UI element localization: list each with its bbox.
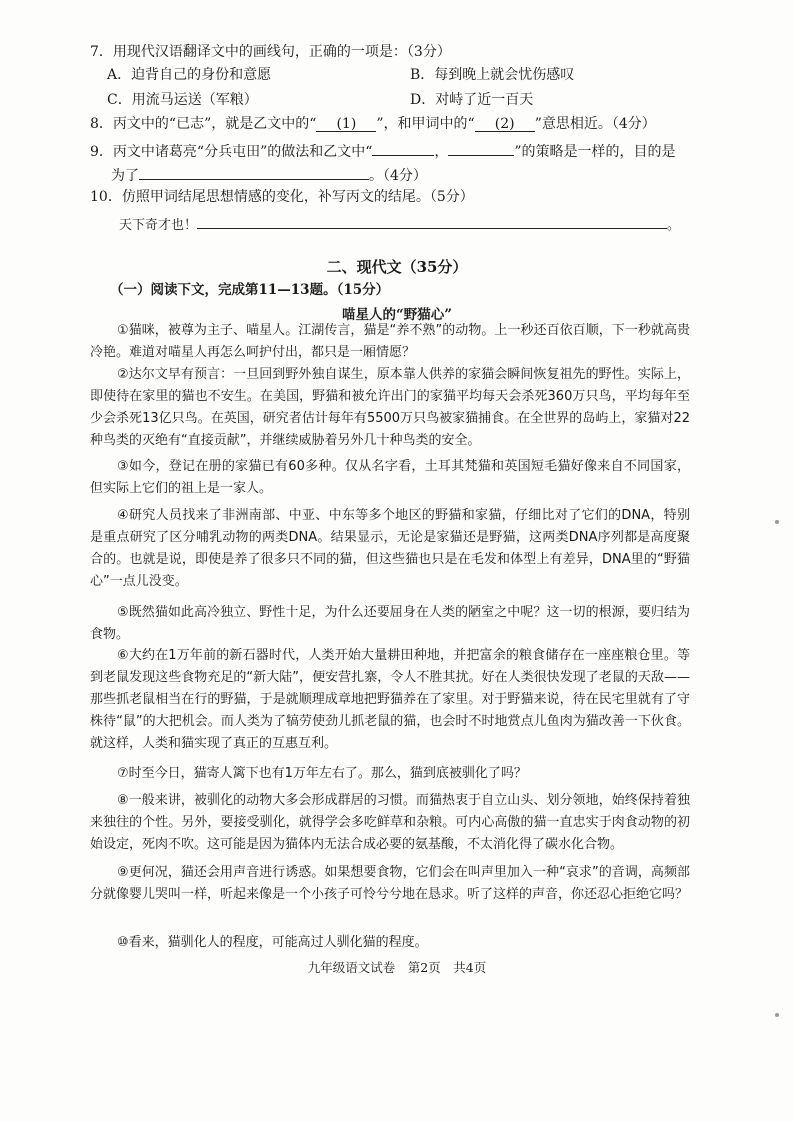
subsection-title: （一）阅读下文，完成第11—13题。（15分） [110, 282, 390, 298]
question-9-line2 [111, 162, 427, 186]
article-title: 喵星人的“野猫心” [341, 307, 453, 323]
answer-blank-1[interactable]: (1) [316, 114, 376, 132]
question-9-pre: 9．丙文中诸葛亮“分兵屯田”的做法和乙文中“ [90, 144, 373, 160]
answer-blank-9b[interactable] [448, 138, 514, 156]
question-10-end: 。 [667, 218, 681, 233]
paragraph-8: ⑧一般来讲，被驯化的动物大多会形成群居的习惯。而猫热衷于自立山头、划分领地，始终保持着独来独往的个性。另外，要接受驯化，就得学会多吃鲜草和杂粮。可内心高傲的猫一直忠实于肉食动物的初始设定，死肉不吹。这可能是因为猫体内无法合成必要的氨基酸，不太消化得了碳水化合物。 [90, 793, 690, 852]
answer-blank-9c[interactable] [139, 162, 369, 180]
page-footer: 九年级语文试卷 第2页 共4页 [307, 960, 487, 975]
question-9-line2-pre: 为了 [111, 168, 139, 184]
paragraph-7: ⑦时至今日，猫寄人篱下也有1万年左右了。那么，猫到底被驯化了吗？ [117, 766, 527, 781]
question-7-option-b: B．每到晚上就会忧伤感叹 [410, 67, 575, 83]
question-8-pre: 8．丙文中的“已志”，就是乙文中的“ [90, 116, 317, 132]
question-10-answer-line [119, 211, 680, 236]
paragraph-3: ③如今，登记在册的家猫已有60多种。仅从名字看，土耳其梵猫和英国短毛猫好像来自不同国家，但实际上它们的祖上是一家人。 [90, 459, 690, 496]
paragraph-2: ②达尔文早有预言：一旦回到野外独自谋生，原本靠人供养的家猫会瞬间恢复祖先的野性。实际上，即使待在家里的猫也不安生。在美国，野猫和被允许出门的家猫平均每天会杀死360万只鸟，平均每年至少会杀死13亿只鸟。在英国，研究者估计每年有5500万只鸟被家猫捕食。在全世界的岛屿上，家猫对22种鸟类的灭绝有“直接贡献”，并继续威胁着另外几十种鸟类的安全。 [90, 367, 690, 448]
paragraph-1: ①猫咪，被尊为主子、喵星人。江湖传言，猫是“养不熟”的动物。上一秒还百依百顺，下一秒就高贵冷艳。难道对喵星人再怎么呵护付出，都只是一厢情愿？ [90, 323, 690, 360]
question-9-post: ”的策略是一样的，目的是 [514, 144, 676, 160]
question-10-stem: 10．仿照甲词结尾思想情感的变化，补写丙文的结尾。（5分） [90, 189, 474, 205]
question-8 [90, 114, 656, 134]
answer-blank-9a[interactable] [372, 138, 434, 156]
question-7-option-c: C．用流马运送（军粮） [107, 92, 258, 108]
section-title: 二、现代文（35分） [326, 258, 468, 276]
scan-mark [775, 1013, 779, 1017]
paragraph-4: ④研究人员找来了非洲南部、中亚、中东等多个地区的野猫和家猫，仔细比对了它们的DNA，特别是重点研究了区分哺乳动物的两类DNA。结果显示，无论是家猫还是野猫，这两类DNA序列都是高度聚合的。也就是说，即使是养了很多只不同的猫，但这些猫也只是在毛发和体型上有差异，DNA里的“野猫心”一点儿没变。 [90, 508, 690, 589]
paragraph-6: ⑥大约在1万年前的新石器时代，人类开始大量耕田种地，并把富余的粮食储存在一座座粮仓里。等到老鼠发现这些食物充足的“新大陆”，便安营扎寨，令人不胜其扰。好在人类很快发现了老鼠的天敌——那些抓老鼠相当在行的野猫，于是就顺理成章地把野猫养在了家里。对于野猫来说，待在民宅里就有了守株待“鼠”的大把机会。而人类为了犒劳使劲儿抓老鼠的猫，也会时不时地赏点儿鱼肉为猫改善一下伙食。就这样，人类和猫实现了真正的互惠互利。 [90, 648, 690, 751]
question-10-lead: 天下奇才也！ [119, 218, 198, 233]
question-9-mid: ， [434, 144, 449, 160]
question-7-option-a: A．迫背自己的身份和意愿 [107, 67, 272, 83]
question-7-option-d: D．对峙了近一百天 [410, 92, 534, 108]
question-9-line1 [90, 138, 676, 162]
scan-mark [775, 520, 779, 524]
answer-blank-2[interactable]: (2) [475, 114, 535, 132]
question-9-line2-post: 。（4分） [369, 168, 427, 184]
question-7-stem: 7．用现代汉语翻译文中的画线句，正确的一项是：（3分） [90, 44, 451, 60]
paragraph-9: ⑨更何况，猫还会用声音进行诱惑。如果想要食物，它们会在叫声里加入一种“哀求”的音调，高频部分就像婴儿哭叫一样，听起来像是一个小孩子可怜兮兮地在恳求。听了这样的声音，你还忍心拒绝它吗？ [90, 865, 690, 902]
paragraph-5: ⑤既然猫如此高冷独立、野性十足，为什么还要屈身在人类的陋室之中呢？这一切的根源，要归结为食物。 [90, 605, 690, 642]
paragraph-10: ⑩看来，猫驯化人的程度，可能高过人驯化猫的程度。 [117, 935, 428, 950]
question-8-post: ”意思相近。（4分） [534, 116, 656, 132]
question-8-mid: ”，和甲词中的“ [376, 116, 475, 132]
answer-blank-10[interactable] [197, 211, 667, 229]
